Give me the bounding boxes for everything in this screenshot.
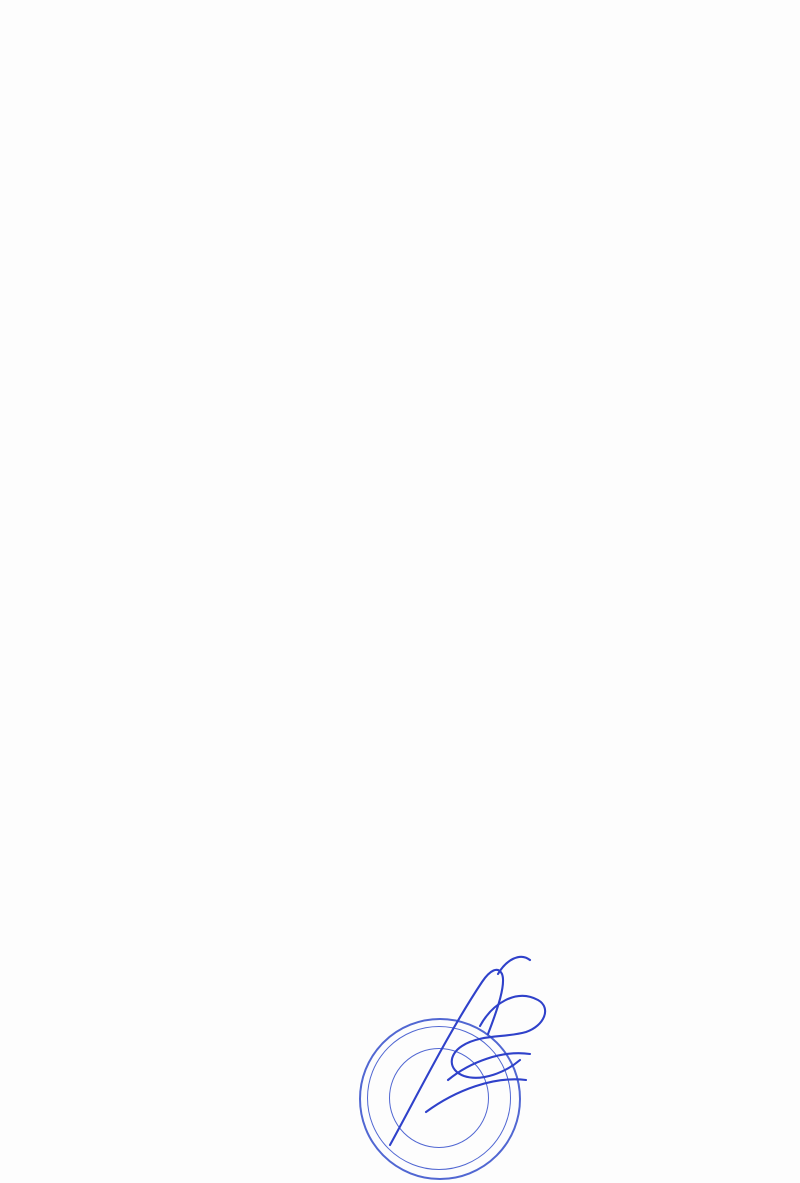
stamp-ring-outer	[359, 1018, 521, 1180]
signature-block	[26, 1060, 766, 1085]
company-stamp	[355, 1014, 523, 1182]
stamp-text-svg	[355, 1014, 523, 1182]
handwritten-signature	[330, 930, 590, 1180]
stamp-ring-middle	[367, 1026, 511, 1170]
